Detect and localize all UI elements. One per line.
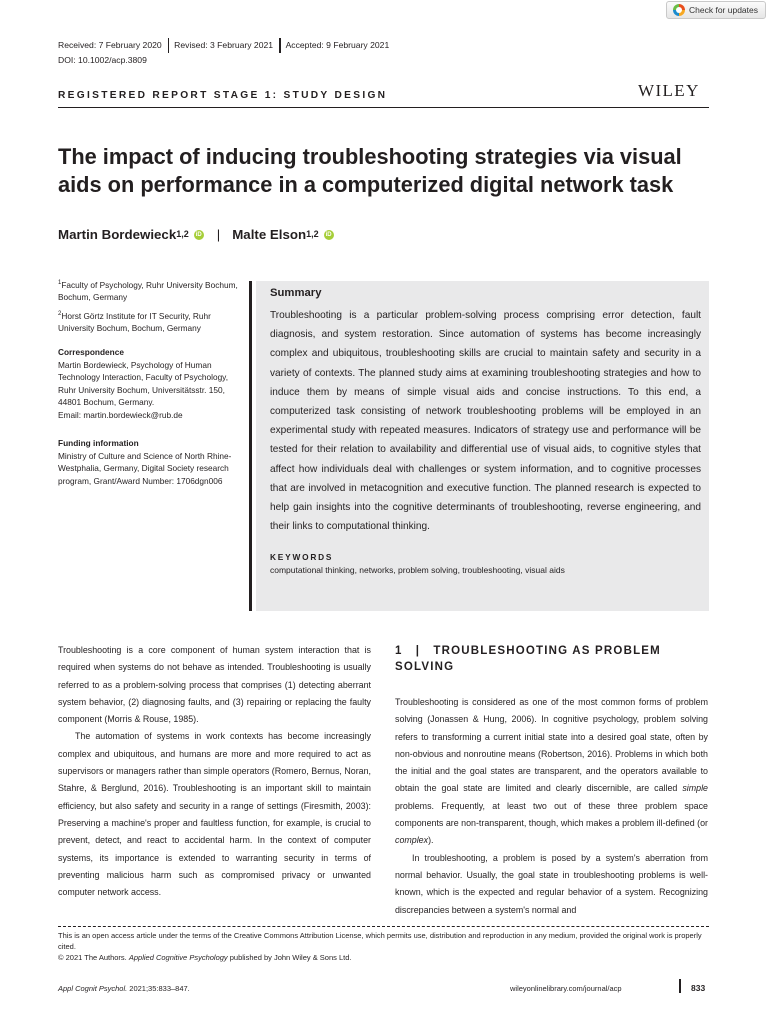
affiliation-text: Horst Görtz Institute for IT Security, Ruhr University Bochum, Bochum, Germany [58,310,211,334]
correspondence-email[interactable]: Email: martin.bordewieck@rub.de [58,409,183,420]
affiliation-2 [58,308,248,335]
license-divider [58,926,709,927]
emphasis-simple: simple [682,783,708,794]
doi[interactable]: DOI: 10.1002/acp.3809 [58,55,147,65]
publisher-logo: WILEY [638,81,700,100]
article-type-label: REGISTERED REPORT STAGE 1: STUDY DESIGN [58,90,388,101]
date-divider [279,38,281,53]
license-text: This is an open access article under the terms of the Creative Commons Attribution License, which permits use, distribution and reproduction in any medium, provided the original work is properly cited. [58,931,702,952]
section-paragraph [395,694,708,850]
summary-heading: Summary [270,287,322,299]
section-heading [395,643,713,675]
correspondence-address: Martin Bordewieck, Psychology of Human Technology Interaction, Faculty of Psychology, Ruhr University Bochum, Universitätsstr. 150, 44801 Bochum, Germany. [58,359,229,407]
funding-heading: Funding information [58,438,139,448]
citation-volume: 2021;35:833–847. [127,984,190,993]
check-for-updates-button[interactable] [666,1,766,19]
paragraph-text: problems. Frequently, at least two out of these three problem space components are non-transparent, though, which makes a problem ill-defined (or [395,800,708,829]
funding-text: Ministry of Culture and Science of North Rhine-Westphalia, Germany, Digital Society research program, Grant/Award Number: 1706dgn006 [58,450,232,486]
header-rule [58,107,709,108]
funding-block [58,437,248,487]
journal-abbreviation: Appl Cognit Psychol. [58,984,128,993]
author-affiliation-marker: 1,2 [306,228,319,239]
affiliation-text: Faculty of Psychology, Ruhr University Bochum, Bochum, Germany [58,279,238,303]
crossmark-icon [673,4,685,16]
journal-url[interactable]: wileyonlinelibrary.com/journal/acp [510,984,622,993]
date-divider [168,38,170,53]
affiliation-1 [58,277,248,304]
revised-date: Revised: 3 February 2021 [174,40,274,50]
accepted-date: Accepted: 9 February 2021 [285,40,390,50]
article-dates [58,38,395,52]
received-date: Received: 7 February 2020 [58,40,162,50]
orcid-icon[interactable]: iD [195,231,202,238]
check-for-updates-label: Check for updates [689,5,758,15]
copyright-text: © 2021 The Authors. [58,953,129,963]
author-list [58,227,334,242]
page-number: 833 [691,983,706,993]
emphasis-complex: complex [395,835,429,846]
orcid-icon[interactable]: iD [325,231,332,238]
paragraph-text: Troubleshooting is considered as one of the most common forms of problem solving (Jonassen & Hung, 2006). In cognitive psychology, problem solving refers to transforming a current initial state into a desired goal state, often by non-obvious and nonroutine means (Robertson, 2016). Problems in which both the initial and the goal states are transparent, and the operators available to obtain the goal state are limited and clearly discernible, are called [395,697,708,794]
keywords-heading: KEYWORDS [270,552,334,563]
section-divider: | [415,645,421,657]
keywords-list: computational thinking, networks, problem solving, troubleshooting, visual aids [270,565,565,576]
copyright-text: published by John Wiley & Sons Ltd. [227,953,352,963]
intro-paragraph: The automation of systems in work contexts has become increasingly complex and ubiquitous, and humans are more and more required to act as supervisors or managers rather than simple operators (Romero, Bernus, Noran, Stahre, & Berglund, 2016). Troubleshooting is an important skill to maintain efficiency, but also safety and security in a range of settings (Firesmith, 2003): Preserving a machine's proper and faultless function, for example, is crucial to prevent, detect, and react to accidental harm. In the context of computer systems, its importance is extended to warranting security in terms of preventing malicious harm such as compromised privacy or unwanted computer network access. [58,731,371,898]
section-1-column [395,694,708,919]
section-number: 1 [395,645,403,657]
summary-accent-bar [249,281,252,611]
correspondence-heading: Correspondence [58,347,124,357]
author-name[interactable]: Malte Elson [232,227,307,242]
license-notice [58,930,709,964]
paragraph-text: ). [428,835,434,846]
section-paragraph: In troubleshooting, a problem is posed by a system's aberration from normal behavior. Usually, the goal state in troubleshooting problems is well-known, which is the expected and regular behavior of a system. Recognizing discrepancies between a system's normal and [395,852,708,915]
affiliation-marker: 1 [58,280,62,286]
summary-box [256,281,709,611]
section-title: TROUBLESHOOTING AS PROBLEM SOLVING [395,645,661,673]
footer-divider [679,979,681,993]
footer-citation [58,984,190,993]
journal-name: Applied Cognitive Psychology [128,953,228,963]
copyright-line [58,952,709,963]
author-separator: | [216,227,221,242]
intro-column [58,642,371,901]
intro-paragraph: Troubleshooting is a core component of human system interaction that is required when systems do not behave as intended. Troubleshooting is usually referred to as a problem-solving process that comprises (1) detecting aberrant system behavior, (2) diagnosing faults, and (3) repairing or replacing the faulty component (Morris & Rouse, 1985). [58,645,371,725]
author-affiliation-marker: 1,2 [176,228,189,239]
author-name[interactable]: Martin Bordewieck [58,227,177,242]
correspondence-block [58,346,248,421]
summary-text: Troubleshooting is a particular problem-solving process comprising error detection, fault diagnosis, and system restoration. Since automation of systems has become increasingly complex and ubiquitous, troubleshooting skills are crucial to maintain safety and security in a variety of contexts. The planned study aims at examining troubleshooting strategies and how to induce them by means of simple visual aids and concise instructions. To this end, a computerized task consisting of network troubleshooting problems will be employed in an experimental study with repeated measures. Indicators of strategy use and performance will be tested for their relation to availability and differential use of visual aids, to cognitive styles that affect how individuals deal with challenges or system information, and to cognitive processes that are involved in metacognition and executive function. The planned research is expected to help gain insights into the cognitive determinants of troubleshooting, reverse engineering, and their links to computational thinking. [270,310,701,533]
article-title: The impact of inducing troubleshooting strategies via visual aids on performance in a computerized digital network task [58,144,682,197]
affiliation-marker: 2 [58,311,62,317]
